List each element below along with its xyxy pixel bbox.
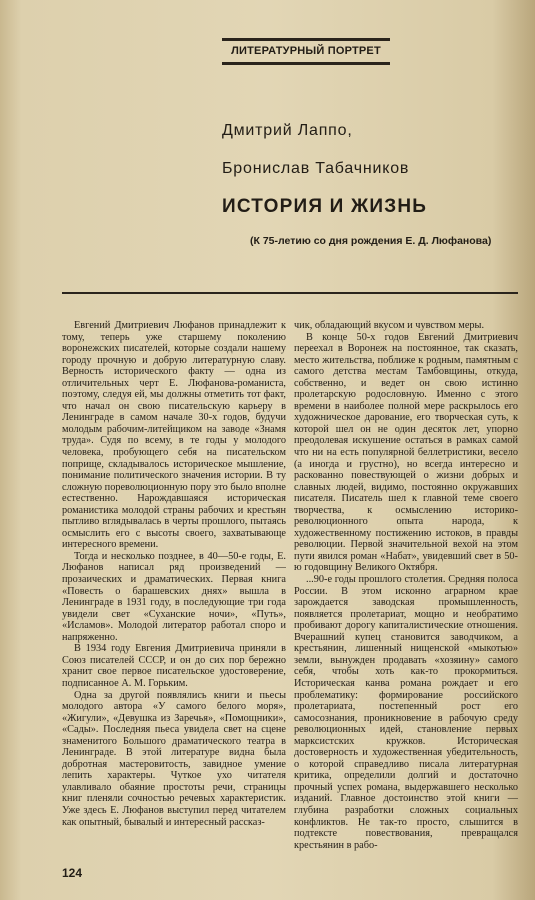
paragraph: Тогда и несколько позднее, в 40—50-е годы, Е. Люфанов написал ряд произведений — прозаических и драматических. Первая книга «Повесть о барашевских днях» вышла в Ленинграде в 1931 году, в последующие три года увидели свет «Суханские ночи», «Путь», «Исламов». Молодой литератор работал споро и напряженно.	[62, 550, 286, 643]
article-subtitle: (К 75-летию со дня рождения Е. Д. Люфанова)	[250, 235, 492, 247]
paragraph: В конце 50-х годов Евгений Дмитриевич переехал в Воронеж на постоянное, так сказать, место жительства, поближе к родным, памятным с самого детства местам Тамбовщины, откуда, собственно, и ведет он свою истинно пролетарскую родословную. Именно с этого времени в наиболее полной мере раскрылось его художническое дарование, его творческая суть, к которой шел он не один десяток лет, упорно преодолевая искушение остаться в рамках самой что ни на есть популярной беллетристики, весело (а иногда и грустно), но всегда интересно и раскованно повествующей о жизни добрых и славных людей, видимо, постоянно окружавших писателя. Писатель шел к главной теме своего творчества, к осмыслению историко-революционного опыта народа, к художественному постижению истоков, в правды революции. Первой значительной вехой на этом пути явился роман «Набат», увидевший свет в 50-ю годовщину Великого Октября.	[294, 331, 518, 574]
author-name-2: Бронислав Табачников	[222, 160, 410, 177]
rubric-heading: ЛИТЕРАТУРНЫЙ ПОРТРЕТ	[222, 38, 390, 65]
paragraph: В 1934 году Евгения Дмитриевича приняли в Союз писателей СССР, и он до сих пор бережно хранит свое первое писательское удостоверение, подписанное А. М. Горьким.	[62, 643, 286, 689]
header-divider	[62, 292, 518, 294]
paragraph: ...90-е годы прошлого столетия. Средняя полоса России. В этом исконно аграрном крае зарождается заводская промышленность, появляется пролетариат, мощно и необратимо пробивают дорогу капиталистические отношения. Вчерашний купец становится заводчиком, а крестьянин, лишенный нищенской «мыкотью» земли, вынужден продавать «хозяину» самого себя, чтобы хоть как-то прокормиться. Историческая канва романа рождает и его проблематику: формирование российского пролетариата, постепенный рост его самосознания, проникновение в рабочую среду революционных идей, становление первых марксистских кружков. Историческая достоверность и художественная убедительность, о которой справедливо писала литературная критика, определили долгий и достаточно прочный успех романа, выдержавшего несколько изданий. Главное достоинство этой книги — глубина разработки сложных социальных конфликтов. Не так-то просто, слышится в подтексте повествования, превращался крестьянин в рабо-	[294, 574, 518, 851]
text-column-right	[294, 320, 518, 856]
page-number: 124	[62, 866, 83, 880]
paragraph: Одна за другой появлялись книги и пьесы молодого автора «У самого белого моря», «Жигули», «Девушка из Заречья», «Помощники», «Сады». Последняя пьеса увидела свет на сцене знаменитого Большого драматического театра в Ленинграде. В этой литературе видна была добротная мастеровитость, завидное умение лепить характеры. Чуткое ухо читателя улавливало обаяние простоты речи, страницы книг пленяли сочностью речевых характеристик. Уже здесь Е. Люфанов выступил перед читателем как опытный, бывалый и интересный рассказ-	[62, 689, 286, 828]
paragraph-continuation: чик, обладающий вкусом и чувством меры.	[294, 320, 485, 331]
author-name-1: Дмитрий Лаппо,	[222, 122, 353, 139]
article-title: ИСТОРИЯ И ЖИЗНЬ	[222, 196, 428, 217]
text-column-left	[62, 320, 286, 856]
paragraph: Евгений Дмитриевич Люфанов принадлежит к тому, теперь уже старшему поколению воронежских писателей, которые создали нашему городу прочную и добрую литературную славу. Верность исторического факту — одна из отличительных черт Е. Люфанова-романиста, поэтому, следуя ей, мы должны отметить тот факт, что начал он свою писательскую карьеру в Ленинграде в самом начале 30-х годов, будучи молодым рабочим-литейщиком на заводе «Знамя труда». Судя по всему, в те годы у молодого человека, пробующего себя на писательском поприще, складывалось историческое мышление, понимание политического значения истории. В ту сложную пореволюционную пору это было вполне естественно. Нарождавшаяся историческая романистика молодой страны рабочих и крестьян пытливо вглядывалась в черты прошлого, пытаясь осмыслить его с высоты своего, захватывающе интересного времени.	[62, 320, 286, 551]
